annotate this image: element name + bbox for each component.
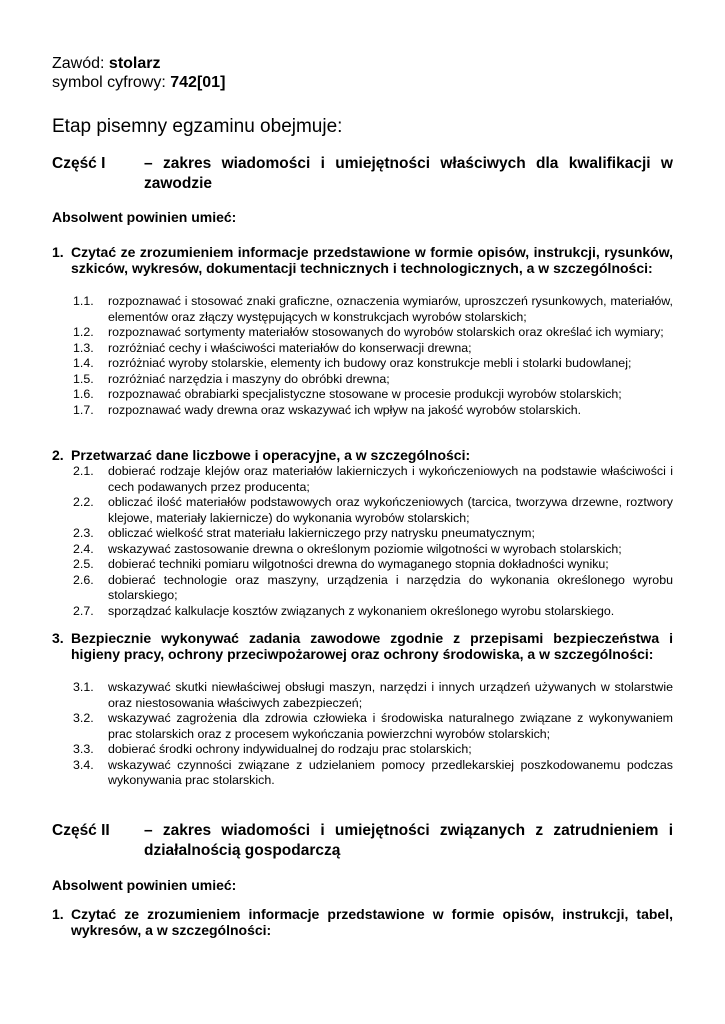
- item-text: wskazywać zastosowanie drewna o określonym poziomie wilgotności w wyrobach stolarskich;: [108, 541, 622, 556]
- section-number: 1.: [52, 244, 64, 260]
- item-number: 2.2.: [73, 495, 94, 509]
- item-number: 1.2.: [73, 325, 94, 339]
- item-text: dobierać rodzaje klejów oraz materiałów lakierniczych i wykończeniowych na podstawie właściwości i cech podawanych przez producenta;: [108, 464, 673, 494]
- list-item: [52, 573, 673, 604]
- section-2-heading: [52, 447, 673, 463]
- symbol-line: [52, 73, 225, 92]
- item-text: rozróżniać wyroby stolarskie, elementy ich budowy oraz konstrukcje mebli i stolarki budowlanej;: [108, 356, 632, 370]
- item-number: 2.1.: [73, 464, 94, 478]
- part1-title: – zakres wiadomości i umiejętności właściwych dla kwalifikacji w zawodzie: [144, 155, 673, 192]
- item-number: 1.7.: [73, 402, 94, 417]
- item-number: 3.3.: [73, 742, 94, 756]
- list-item: [52, 742, 673, 758]
- list-item: [52, 387, 673, 403]
- part2-label: Część II: [52, 822, 110, 839]
- item-text: dobierać techniki pomiaru wilgotności drewna do wymaganego stopnia dokładności wyniku;: [108, 557, 609, 571]
- item-text: rozróżniać narzędzia i maszyny do obróbki drewna;: [108, 371, 390, 386]
- list-item: [52, 341, 673, 357]
- list-item: [52, 680, 673, 711]
- item-number: 2.4.: [73, 541, 94, 556]
- part2-section-1-heading: [52, 906, 673, 938]
- item-number: 2.3.: [73, 526, 94, 540]
- item-text: rozpoznawać wady drewna oraz wskazywać ich wpływ na jakość wyrobów stolarskich.: [108, 402, 582, 417]
- list-item: [52, 294, 673, 325]
- section-title: Przetwarzać dane liczbowe i operacyjne, a w szczególności:: [71, 447, 471, 463]
- part1-label: Część I: [52, 155, 106, 172]
- zawod-label: Zawód:: [52, 55, 105, 72]
- part1-absolwent: Absolwent powinien umieć:: [52, 209, 237, 225]
- section-title: Bezpiecznie wykonywać zadania zawodowe zgodnie z przepisami bezpieczeństwa i higieny pracy, ochrony przeciwpożarowej oraz ochrony środowiska, a w szczególności:: [71, 630, 673, 662]
- symbol-label: symbol cyfrowy:: [52, 74, 166, 91]
- symbol-value: 742[01]: [170, 74, 226, 91]
- part2-heading: [52, 821, 673, 861]
- list-item: [52, 711, 673, 742]
- part2-title: – zakres wiadomości i umiejętności związanych z zatrudnieniem i działalnością gospodarczą: [144, 822, 673, 859]
- zawod-value: stolarz: [108, 55, 161, 72]
- item-number: 3.4.: [73, 757, 94, 772]
- part1-heading: [52, 154, 673, 194]
- list-item: [52, 542, 673, 558]
- item-number: 3.1.: [73, 680, 94, 694]
- item-number: 1.1.: [73, 294, 94, 308]
- item-text: rozróżniać cechy i właściwości materiałów do konserwacji drewna;: [108, 340, 472, 355]
- list-item: [52, 758, 673, 789]
- item-text: wskazywać skutki niewłaściwej obsługi maszyn, narzędzi i innych urządzeń używanych w stolarstwie oraz niestosowania właściwych zabezpieczeń;: [108, 680, 673, 710]
- item-text: obliczać wielkość strat materiału lakierniczego przy natrysku pneumatycznym;: [108, 526, 535, 540]
- etap-title: Etap pisemny egzaminu obejmuje:: [52, 116, 343, 137]
- item-number: 1.6.: [73, 387, 94, 401]
- section-number: 3.: [52, 630, 64, 646]
- section-title: Czytać ze zrozumieniem informacje przedstawione w formie opisów, instrukcji, tabel, wykresów, a w szczególności:: [71, 906, 673, 938]
- section-1-items: [52, 294, 673, 418]
- item-text: rozpoznawać obrabiarki specjalistyczne stosowane w procesie produkcji wyrobów stolarskich;: [108, 387, 622, 401]
- list-item: [52, 604, 673, 620]
- list-item: [52, 526, 673, 542]
- item-text: dobierać środki ochrony indywidualnej do rodzaju prac stolarskich;: [108, 742, 472, 756]
- zawod-line: [52, 54, 161, 73]
- section-number: 1.: [52, 906, 64, 922]
- item-text: sporządzać kalkulacje kosztów związanych z wykonaniem określonego wyrobu stolarskiego.: [108, 603, 615, 618]
- section-1-heading: [52, 244, 673, 276]
- item-number: 1.3.: [73, 340, 94, 355]
- item-text: obliczać ilość materiałów podstawowych oraz wykończeniowych (tarcica, tworzywa drzewne, roztwory klejowe, materiały lakiernicze) do wykonania wyrobów stolarskich;: [108, 495, 673, 525]
- item-number: 1.5.: [73, 371, 94, 386]
- list-item: [52, 464, 673, 495]
- list-item: [52, 495, 673, 526]
- item-number: 3.2.: [73, 711, 94, 725]
- item-number: 1.4.: [73, 356, 94, 370]
- section-3-heading: [52, 630, 673, 662]
- list-item: [52, 372, 673, 388]
- list-item: [52, 403, 673, 419]
- item-number: 2.7.: [73, 603, 94, 618]
- list-item: [52, 557, 673, 573]
- item-text: wskazywać zagrożenia dla zdrowia człowieka i środowiska naturalnego związane z wykonywaniem prac stolarskich oraz z procesem wykończania powierzchni wyrobów stolarskich;: [108, 711, 673, 741]
- section-3-items: [52, 680, 673, 789]
- section-2-items: [52, 464, 673, 619]
- item-number: 2.6.: [73, 572, 94, 587]
- section-number: 2.: [52, 447, 64, 463]
- item-text: dobierać technologie oraz maszyny, urządzenia i narzędzia do wykonania określonego wyrobu stolarskiego;: [108, 572, 673, 602]
- list-item: [52, 356, 673, 372]
- section-title: Czytać ze zrozumieniem informacje przedstawione w formie opisów, instrukcji, rysunków, szkiców, wykresów, dokumentacji technicznych i technologicznych, a w szczególności:: [71, 244, 673, 276]
- item-text: rozpoznawać i stosować znaki graficzne, oznaczenia wymiarów, uproszczeń rysunkowych, materiałów, elementów oraz złączy występujących w konstrukcjach wyrobów stolarskich;: [108, 294, 673, 324]
- part2-absolwent: Absolwent powinien umieć:: [52, 877, 237, 893]
- list-item: [52, 325, 673, 341]
- item-number: 2.5.: [73, 557, 94, 571]
- item-text: wskazywać czynności związane z udzielaniem pomocy przedlekarskiej poszkodowanemu podczas wykonywania prac stolarskich.: [108, 757, 673, 787]
- item-text: rozpoznawać sortymenty materiałów stosowanych do wyrobów stolarskich oraz określać ich wymiary;: [108, 325, 664, 339]
